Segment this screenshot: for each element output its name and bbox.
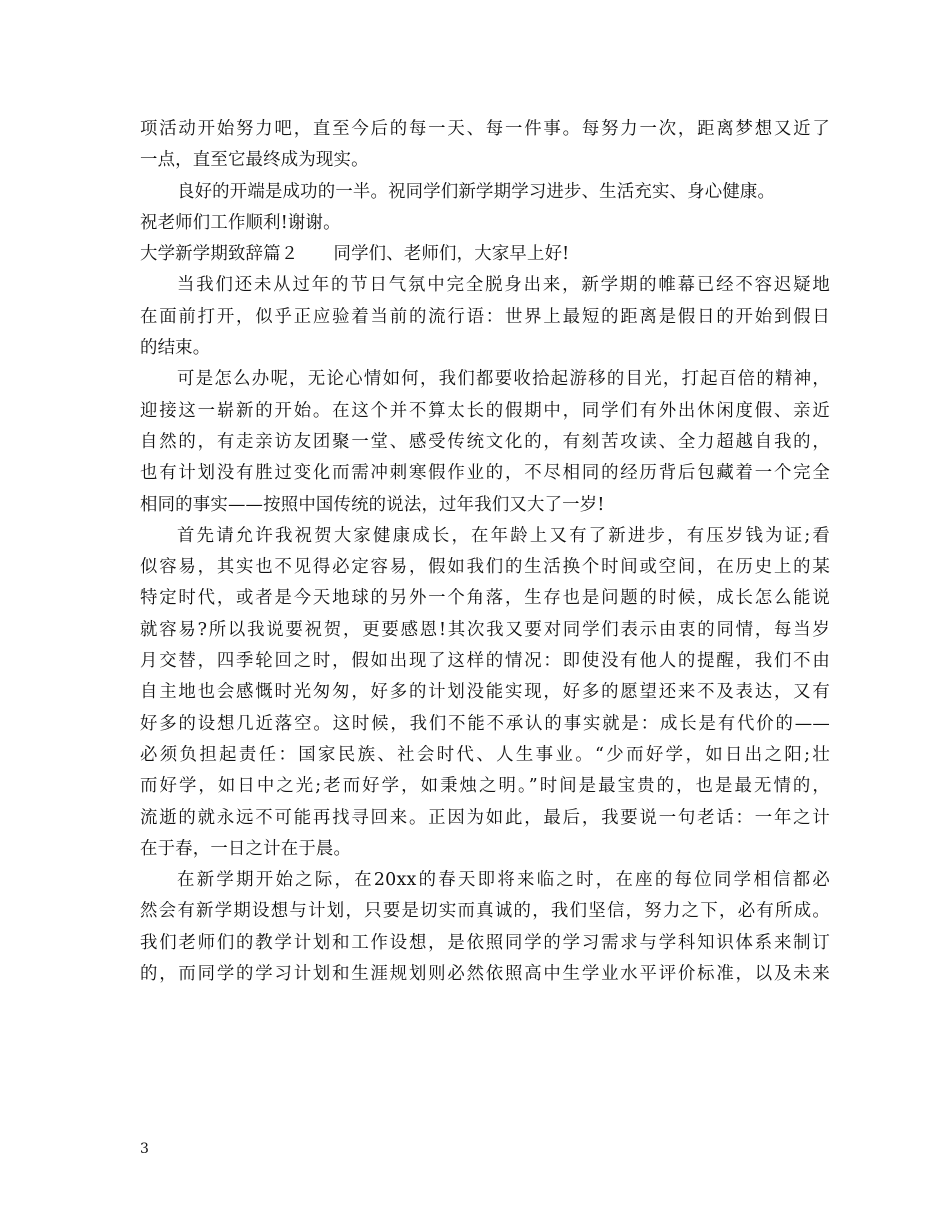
- text-line: 特定时代，或者是今天地球的另外一个角落，生存也是问题的时候，成长怎么能说: [140, 588, 830, 609]
- text-line: 良好的开端是成功的一半。祝同学们新学期学习进步、生活充实、身心健康。: [177, 181, 776, 202]
- text-line: 自然的，有走亲访友团聚一堂、感受传统文化的，有刻苦攻读、全力超越自我的，: [140, 431, 830, 452]
- text-line: 的，而同学的学习计划和生涯规划则必然依照高中生学业水平评价标准，以及未来: [140, 964, 830, 985]
- text-line: 祝老师们工作顺利!谢谢。: [140, 212, 341, 233]
- text-line: 一点，直至它最终成为现实。: [140, 150, 369, 171]
- text-line: 迎接这一崭新的开始。在这个并不算太长的假期中，同学们有外出休闲度假、亲近: [140, 400, 830, 421]
- text-line: 也有计划没有胜过变化而需冲刺寒假作业的，不尽相同的经历背后包藏着一个完全: [140, 463, 830, 484]
- text-line: 似容易，其实也不见得必定容易，假如我们的生活换个时间或空间，在历史上的某: [140, 557, 830, 578]
- text-line: 然会有新学期设想与计划，只要是切实而真诚的，我们坚信，努力之下，必有所成。: [140, 901, 830, 922]
- text-line: 而好学，如日中之光;老而好学，如秉烛之明。”时间是最宝贵的，也是最无情的，: [140, 776, 830, 797]
- text-line: 在面前打开，似乎正应验着当前的流行语：世界上最短的距离是假日的开始到假日: [140, 306, 830, 327]
- text-line: 月交替，四季轮回之时，假如出现了这样的情况：即使没有他人的提醒，我们不由: [140, 651, 830, 672]
- text-line: 可是怎么办呢，无论心情如何，我们都要收拾起游移的目光，打起百倍的精神，: [177, 369, 830, 390]
- text-line: 必须负担起责任：国家民族、社会时代、人生事业。“少而好学，如日出之阳;壮: [140, 744, 830, 765]
- document-body: [140, 114, 830, 990]
- text-line: 流逝的就永远不可能再找寻回来。正因为如此，最后，我要说一句老话：一年之计: [140, 807, 830, 828]
- text-line: 在新学期开始之际，在20xx的春天即将来临之时，在座的每位同学相信都必: [177, 870, 830, 891]
- text-line: 就容易?所以我说要祝贺，更要感恩!其次我又要对同学们表示由衷的同情，每当岁: [140, 619, 830, 640]
- text-line: 首先请允许我祝贺大家健康成长，在年龄上又有了新进步，有压岁钱为证;看: [177, 525, 830, 546]
- page-number: 3: [140, 1141, 149, 1157]
- text-line: 的结束。: [140, 338, 211, 359]
- text-line: 我们老师们的教学计划和工作设想，是依照同学的学习需求与学科知识体系来制订: [140, 932, 830, 953]
- text-line: 在于春，一日之计在于晨。: [140, 838, 352, 859]
- text-line: 好多的设想几近落空。这时候，我们不能不承认的事实就是：成长是有代价的——: [140, 713, 830, 734]
- text-line: 项活动开始努力吧，直至今后的每一天、每一件事。每努力一次，距离梦想又近了: [140, 119, 830, 139]
- text-line: 当我们还未从过年的节日气氛中完全脱身出来，新学期的帷幕已经不容迟疑地: [177, 275, 830, 296]
- text-line: 大学新学期致辞篇２ 同学们、老师们，大家早上好!: [140, 244, 570, 265]
- text-line: 相同的事实——按照中国传统的说法，过年我们又大了一岁!: [140, 494, 605, 515]
- text-line: 自主地也会感慨时光匆匆，好多的计划没能实现，好多的愿望还来不及表达，又有: [140, 682, 830, 703]
